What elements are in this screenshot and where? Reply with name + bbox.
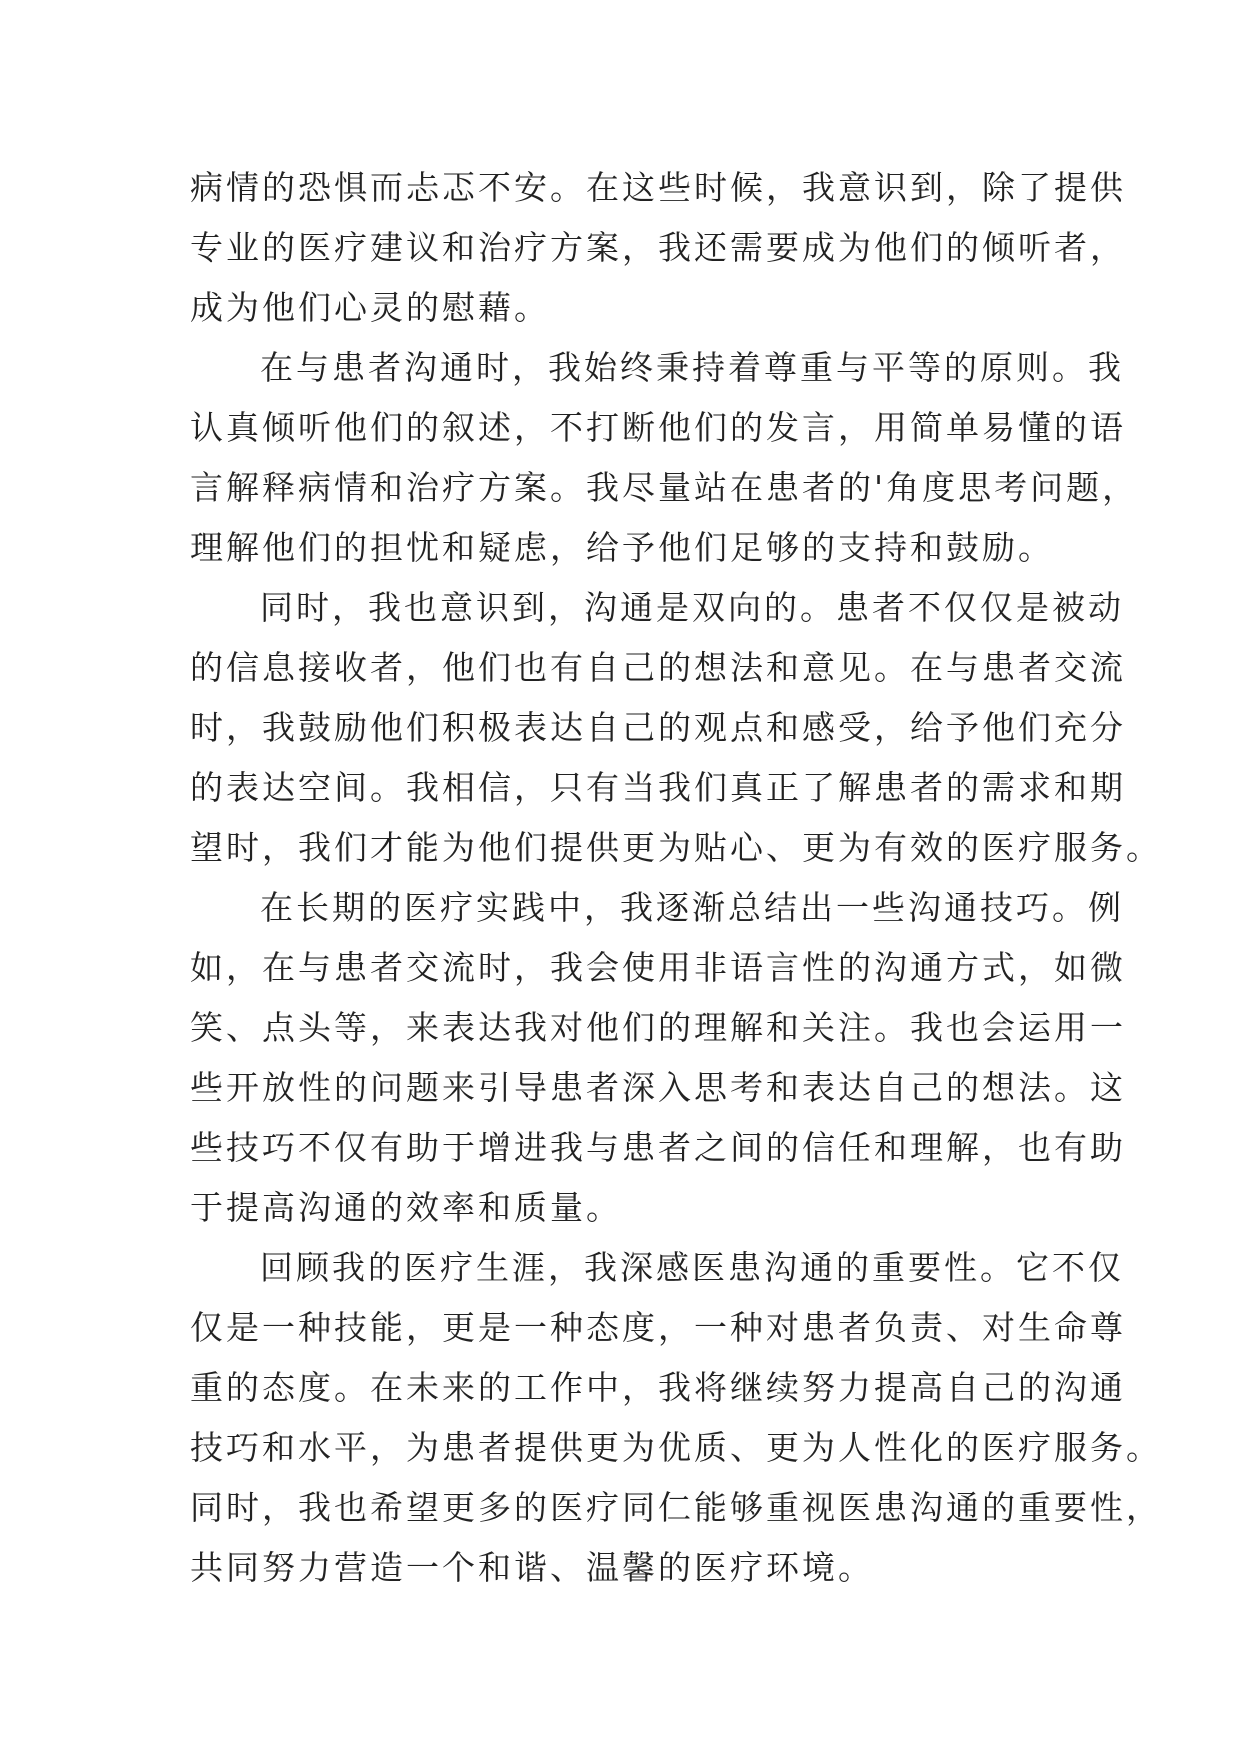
text-line: 认真倾听他们的叙述，不打断他们的发言，用简单易懂的语: [190, 408, 1126, 447]
text-line: 同时，我也意识到，沟通是双向的。患者不仅仅是被动: [260, 588, 1124, 627]
text-line: 专业的医疗建议和治疗方案，我还需要成为他们的倾听者，: [190, 228, 1126, 267]
text-line: 的表达空间。我相信，只有当我们真正了解患者的需求和期: [190, 768, 1126, 807]
text-line: 望时，我们才能为他们提供更为贴心、更为有效的医疗服务。: [190, 828, 1162, 867]
paragraph-4: [190, 878, 1126, 1238]
text-line: 技巧和水平，为患者提供更为优质、更为人性化的医疗服务。: [190, 1428, 1162, 1467]
text-line: 在长期的医疗实践中，我逐渐总结出一些沟通技巧。例: [260, 888, 1124, 927]
text-line: 同时，我也希望更多的医疗同仁能够重视医患沟通的重要性，: [190, 1488, 1162, 1527]
text-line: 仅是一种技能，更是一种态度，一种对患者负责、对生命尊: [190, 1308, 1126, 1347]
text-line: 些技巧不仅有助于增进我与患者之间的信任和理解，也有助: [190, 1128, 1126, 1167]
paragraph-1: [190, 158, 1126, 338]
text-line: 如，在与患者交流时，我会使用非语言性的沟通方式，如微: [190, 948, 1126, 987]
text-line: 笑、点头等，来表达我对他们的理解和关注。我也会运用一: [190, 1008, 1126, 1047]
text-line: 回顾我的医疗生涯，我深感医患沟通的重要性。它不仅: [260, 1248, 1124, 1287]
text-line: 成为他们心灵的慰藉。: [190, 288, 550, 327]
document-body: [190, 158, 1162, 1598]
text-line: 些开放性的问题来引导患者深入思考和表达自己的想法。这: [190, 1068, 1126, 1107]
text-line: 病情的恐惧而忐忑不安。在这些时候，我意识到，除了提供: [190, 168, 1126, 207]
text-line: 共同努力营造一个和谐、温馨的医疗环境。: [190, 1548, 874, 1587]
text-line: 在与患者沟通时，我始终秉持着尊重与平等的原则。我: [260, 348, 1124, 387]
paragraph-2: [190, 338, 1139, 578]
text-line: 于提高沟通的效率和质量。: [190, 1188, 622, 1227]
text-line: 理解他们的担忧和疑虑，给予他们足够的支持和鼓励。: [190, 528, 1054, 567]
paragraph-5: [190, 1238, 1162, 1598]
text-line: 时，我鼓励他们积极表达自己的观点和感受，给予他们充分: [190, 708, 1126, 747]
text-line: 言解释病情和治疗方案。我尽量站在患者的'角度思考问题，: [190, 468, 1139, 507]
text-line: 的信息接收者，他们也有自己的想法和意见。在与患者交流: [190, 648, 1126, 687]
text-line: 重的态度。在未来的工作中，我将继续努力提高自己的沟通: [190, 1368, 1126, 1407]
paragraph-3: [190, 578, 1162, 878]
